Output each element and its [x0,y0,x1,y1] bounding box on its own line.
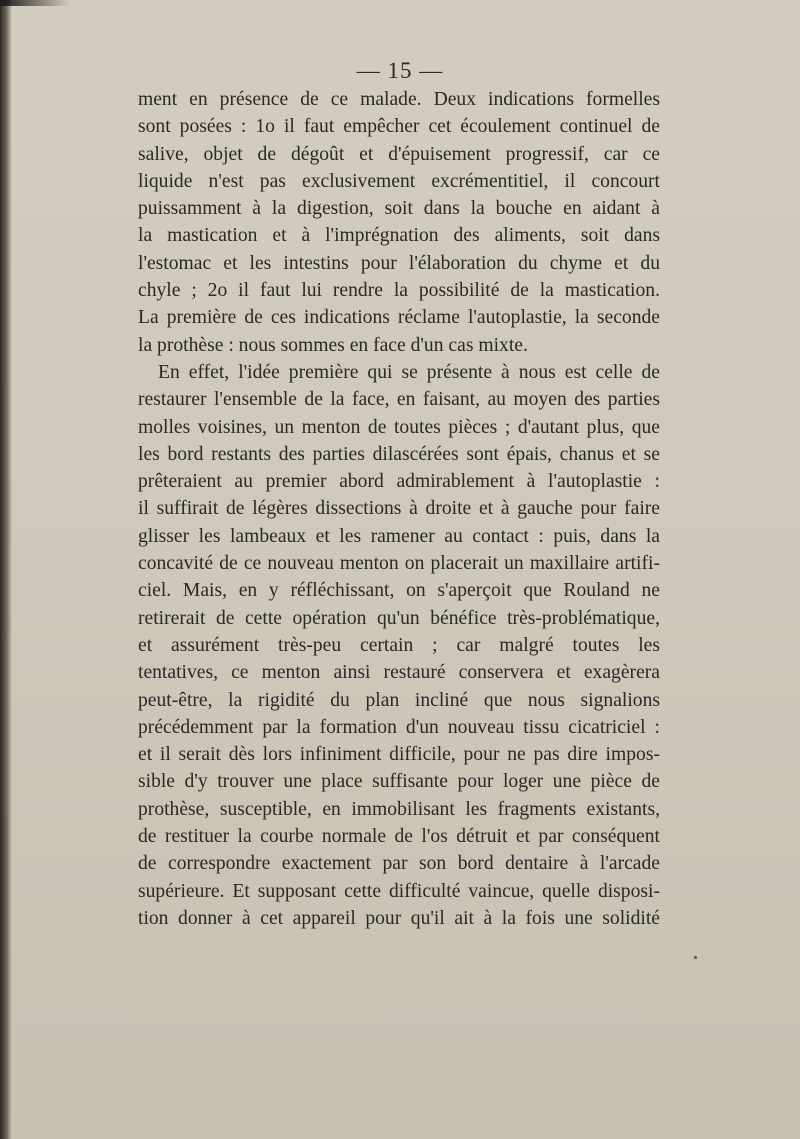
text-line: En effet, l'idée première qui se présente à nous est celle de [158,361,660,383]
text-line: il suffirait de légères dissections à droite et à gauche pour faire [138,498,660,520]
text-line: puissamment à la digestion, soit dans la bouche en aidant à [138,198,660,220]
text-line: les bord restants des parties dilascérées sont épais, chanus et se [138,443,660,465]
text-line: tion donner à cet appareil pour qu'il ait à la fois une solidité [138,907,660,929]
text-line: ciel. Mais, en y réfléchissant, on s'aperçoit que Rouland ne [138,580,660,602]
text-line: la prothèse : nous sommes en face d'un cas mixte. [138,334,528,356]
text-line: ment en présence de ce malade. Deux indications formelles [138,89,660,110]
text-line: glisser les lambeaux et les ramener au contact : puis, dans la [138,525,660,547]
text-line: prothèse, susceptible, en immobilisant les fragments existants, [138,798,660,820]
text-line: concavité de ce nouveau menton on placerait un maxillaire artifi- [138,553,660,575]
text-line: chyle ; 2o il faut lui rendre la possibilité de la mastication. [138,280,660,302]
page-number: — 15 — [356,58,444,83]
text-line: restaurer l'ensemble de la face, en faisant, au moyen des parties [138,389,660,411]
text-line: La première de ces indications réclame l'autoplastie, la seconde [138,307,660,329]
text-line: de correspondre exactement par son bord dentaire à l'arcade [138,853,660,875]
text-line: molles voisines, un menton de toutes pièces ; d'autant plus, que [138,416,660,438]
text-line: prêteraient au premier abord admirablement à l'autoplastie : [138,471,660,493]
text-line: l'estomac et les intestins pour l'élaboration du chyme et du [138,252,660,274]
page-corner-shadow [0,0,70,6]
text-line: tentatives, ce menton ainsi restauré conservera et exagèrera [138,662,660,684]
text-line: et assurément très-peu certain ; car malgré toutes les [138,634,660,656]
text-line: supérieure. Et supposant cette difficulté vaincue, quelle disposi- [138,880,660,902]
text-line: sible d'y trouver une place suffisante pour loger une pièce de [138,771,660,793]
paper-speck [694,956,697,959]
text-line: retirerait de cette opération qu'un bénéfice très-problématique, [138,607,660,629]
body-text [138,86,660,932]
text-line: précédemment par la formation d'un nouveau tissu cicatriciel : [138,716,660,738]
text-line: de restituer la courbe normale de l'os détruit et par conséquent [138,826,660,848]
text-line: sont posées : 1o il faut empêcher cet écoulement continuel de [138,116,660,138]
page-binding-shadow [0,0,12,1139]
text-line: peut-être, la rigidité du plan incliné que nous signalions [138,689,660,711]
text-line: la mastication et à l'imprégnation des aliments, soit dans [138,225,660,247]
text-line: liquide n'est pas exclusivement excrémentitiel, il concourt [138,170,660,192]
text-line: salive, objet de dégoût et d'épuisement progressif, car ce [138,143,660,165]
text-line: et il serait dès lors infiniment difficile, pour ne pas dire impos- [138,744,660,766]
